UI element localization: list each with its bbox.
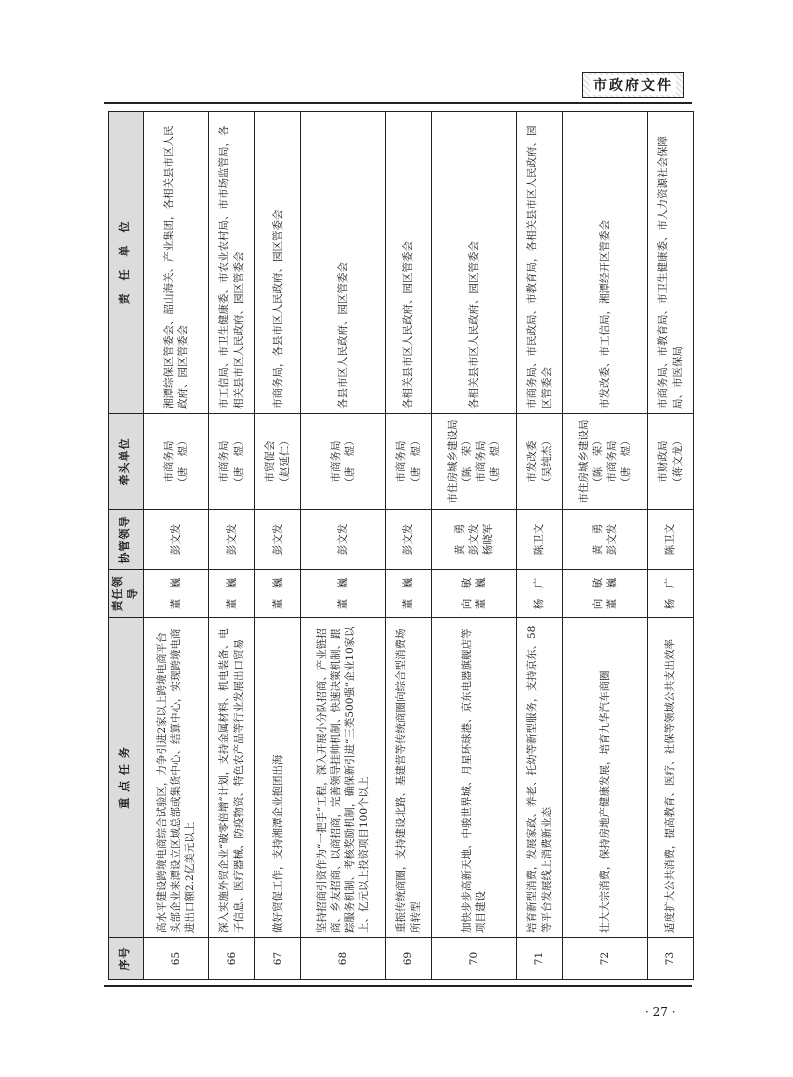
- header-resp: 责 任 单 位: [109, 112, 144, 414]
- row-unit: 市商务局 （唐 煜）: [143, 414, 208, 510]
- row-assist: 彭文发: [301, 510, 386, 570]
- row-assist: 彭文发: [255, 510, 301, 570]
- row-no: 66: [209, 938, 255, 980]
- table-row: [432, 112, 517, 980]
- page-number: · 27 ·: [645, 1005, 676, 1019]
- header-assist: 协管领导: [109, 510, 144, 570]
- row-unit: 市财政局 （蒋文龙）: [648, 414, 694, 510]
- row-resp: 市工信局、市卫生健康委、市农业农村局、市市场监管局，各相关县市区人民政府、园区管委会: [209, 112, 255, 414]
- row-assist: 陈卫文: [517, 510, 563, 570]
- badge-label: 市政府文件: [590, 75, 676, 95]
- row-lead: 杨 广: [648, 570, 694, 618]
- row-task: 坚持招商引资作为“一把手”工程，深入开展小分队招商、产业链招商、乡友招商、以商招商，完善领导挂帅机制、快速决策机制、跟踪服务机制、考核奖励机制，确保新引进“三类500强”企业10家以上、亿元以上投资项目100个以上: [301, 618, 386, 938]
- row-resp: 市商务局、市教育局、市卫生健康委、市人力资源社会保障局、市医保局: [648, 112, 694, 414]
- row-unit: 市商务局 （唐 煜）: [301, 414, 386, 510]
- row-lead: 董 巍: [301, 570, 386, 618]
- row-resp: 市发改委、市工信局，湘潭经开区管委会: [563, 112, 648, 414]
- header-lead: 责任领导: [109, 570, 144, 618]
- table-row: [386, 112, 432, 980]
- row-lead: 董 巍: [143, 570, 208, 618]
- table-row: [563, 112, 648, 980]
- table-row: [301, 112, 386, 980]
- row-task: 重振传统商圈，支持建设北路、基建营等传统商圈向综合型消费场所转型: [386, 618, 432, 938]
- table-row: [648, 112, 694, 980]
- key-tasks-table: [108, 111, 694, 980]
- row-task: 高水平建设跨境电商综合试验区，力争引进2家以上跨境电商平台头部企业来潭设立区域总部或集货中心、结算中心，实现跨境电商进出口额2.2亿美元以上: [143, 618, 208, 938]
- row-task: 做好贸促工作，支持湘潭企业抱团出海: [255, 618, 301, 938]
- row-unit: 市贸促会 （赵延仁）: [255, 414, 301, 510]
- row-assist: 黄 勇 彭文发 杨晓军: [432, 510, 517, 570]
- row-assist: 彭文发: [209, 510, 255, 570]
- row-resp: 各县市区人民政府、园区管委会: [301, 112, 386, 414]
- row-lead: 向 敏 董 巍: [563, 570, 648, 618]
- row-resp: 各相关县市区人民政府、园区管委会: [432, 112, 517, 414]
- row-task: 适度扩大公共消费，提高教育、医疗、社保等领域公共支出效率: [648, 618, 694, 938]
- row-no: 73: [648, 938, 694, 980]
- document-category-badge: [582, 72, 684, 98]
- table-row: [209, 112, 255, 980]
- row-no: 72: [563, 938, 648, 980]
- row-unit: 市商务局 （唐 煜）: [386, 414, 432, 510]
- header-no: 序号: [109, 938, 144, 980]
- row-assist: 彭文发: [143, 510, 208, 570]
- row-no: 68: [301, 938, 386, 980]
- row-resp: 各相关县市区人民政府、园区管委会: [386, 112, 432, 414]
- table-row: [517, 112, 563, 980]
- row-resp: 湘潭综保区管委会、韶山海关、产业集团，各相关县市区人民政府、园区管委会: [143, 112, 208, 414]
- row-task: 壮大大宗消费，保持房地产健康发展，培育九华汽车商圈: [563, 618, 648, 938]
- row-assist: 黄 勇 彭文发: [563, 510, 648, 570]
- rotated-table-container: [108, 112, 694, 980]
- row-lead: 杨 广: [517, 570, 563, 618]
- row-no: 65: [143, 938, 208, 980]
- row-task: 加快步步高新天地、中骏世界城、月星环球港、京东电器旗舰店等项目建设: [432, 618, 517, 938]
- row-lead: 董 巍: [255, 570, 301, 618]
- header-rule: [104, 102, 692, 104]
- row-no: 69: [386, 938, 432, 980]
- row-lead: 向 敏 董 巍: [432, 570, 517, 618]
- header-unit: 牵头单位: [109, 414, 144, 510]
- footer-rule: [104, 985, 692, 987]
- row-no: 71: [517, 938, 563, 980]
- row-resp: 市商务局、市民政局、市教育局，各相关县市区人民政府、园区管委会: [517, 112, 563, 414]
- row-unit: 市发改委 （吴纯杰）: [517, 414, 563, 510]
- row-resp: 市商务局，各县市区人民政府、园区管委会: [255, 112, 301, 414]
- row-no: 70: [432, 938, 517, 980]
- row-unit: 市住房城乡建设局 （陈 荣） 市商务局 （唐 煜）: [432, 414, 517, 510]
- row-unit: 市商务局 （唐 煜）: [209, 414, 255, 510]
- row-lead: 董 巍: [386, 570, 432, 618]
- header-task: 重 点 任 务: [109, 618, 144, 938]
- table-header-row: [109, 112, 144, 980]
- row-unit: 市住房城乡建设局 （陈 荣） 市商务局 （唐 煜）: [563, 414, 648, 510]
- row-assist: 陈卫文: [648, 510, 694, 570]
- row-lead: 董 巍: [209, 570, 255, 618]
- table-row: [143, 112, 208, 980]
- row-task: 深入实施外贸企业“破零倍增”计划，支持金属材料、机电装备、电子信息、医疗器械、防疫物资、特色农产品等行业发展出口贸易: [209, 618, 255, 938]
- row-no: 67: [255, 938, 301, 980]
- row-assist: 彭文发: [386, 510, 432, 570]
- row-task: 培育新型消费，发展家政、养老、托幼等新型服务，支持京东、58等平台发展线上消费新业态: [517, 618, 563, 938]
- table-row: [255, 112, 301, 980]
